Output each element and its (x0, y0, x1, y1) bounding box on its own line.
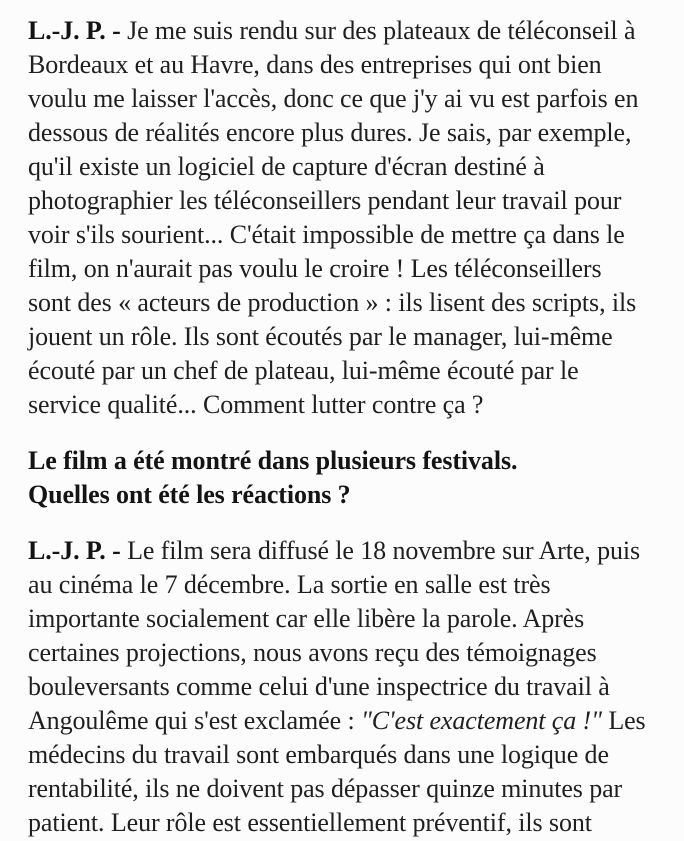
body-text: sont des « acteurs de production » : ils lisent des scripts, ils (28, 288, 637, 317)
text-line (28, 150, 678, 184)
body-text: Bordeaux et au Havre, dans des entreprises qui ont bien (28, 50, 602, 79)
speaker-bold-text: Le film a été montré dans plusieurs festivals. (28, 446, 518, 475)
speaker-bold-text: L.-J. P. - (28, 16, 128, 45)
body-text: Le film sera diffusé le 18 novembre sur Arte, puis (127, 536, 641, 565)
text-line (28, 14, 678, 48)
text-line (28, 738, 678, 772)
text-line (28, 286, 678, 320)
text-line (28, 806, 678, 840)
text-line (28, 388, 678, 422)
question-heading (28, 444, 678, 512)
body-text: rentabilité, ils ne doivent pas dépasser quinze minutes par (28, 774, 623, 803)
body-text: certaines projections, nous avons reçu des témoignages (28, 638, 597, 667)
text-line (28, 252, 678, 286)
text-line (28, 354, 678, 388)
answer-paragraph (28, 534, 678, 840)
text-line (28, 602, 678, 636)
body-text: bouleversants comme celui d'une inspectrice du travail à (28, 672, 610, 701)
speaker-bold-text: Quelles ont été les réactions ? (28, 480, 351, 509)
body-text: patient. Leur rôle est essentiellement préventif, ils sont (28, 808, 592, 837)
text-line (28, 568, 678, 602)
speaker-bold-text: L.-J. P. - (28, 536, 128, 565)
text-line (28, 704, 678, 738)
body-text: voulu me laisser l'accès, donc ce que j'y ai vu est parfois en (28, 84, 639, 113)
body-text: service qualité... Comment lutter contre ça ? (28, 390, 484, 419)
text-line (28, 218, 678, 252)
text-line (28, 636, 678, 670)
body-text: dessous de réalités encore plus dures. Je sais, par exemple, (28, 118, 632, 147)
body-text: Angoulême qui s'est exclamée : (28, 706, 361, 735)
text-line (28, 184, 678, 218)
quote-italic-text: "C'est exactement ça !" (360, 706, 602, 735)
body-text: Je me suis rendu sur des plateaux de téléconseil à (127, 16, 636, 45)
text-line (28, 772, 678, 806)
text-line (28, 82, 678, 116)
text-line (28, 320, 678, 354)
answer-paragraph (28, 14, 678, 422)
body-text: qu'il existe un logiciel de capture d'écran destiné à (28, 152, 545, 181)
body-text: écouté par un chef de plateau, lui-même écouté par le (28, 356, 579, 385)
body-text: importante socialement car elle libère la parole. Après (28, 604, 585, 633)
text-line (28, 116, 678, 150)
text-line (28, 48, 678, 82)
body-text: voir s'ils sourient... C'était impossible de mettre ça dans le (28, 220, 625, 249)
text-line (28, 534, 678, 568)
body-text: jouent un rôle. Ils sont écoutés par le manager, lui-même (28, 322, 613, 351)
body-text: film, on n'aurait pas voulu le croire ! Les téléconseillers (28, 254, 602, 283)
text-line (28, 444, 678, 478)
body-text: médecins du travail sont embarqués dans une logique de (28, 740, 609, 769)
text-line (28, 670, 678, 704)
body-text: Les (601, 706, 646, 735)
body-text: photographier les téléconseillers pendant leur travail pour (28, 186, 622, 215)
text-line (28, 478, 678, 512)
body-text: au cinéma le 7 décembre. La sortie en salle est très (28, 570, 551, 599)
